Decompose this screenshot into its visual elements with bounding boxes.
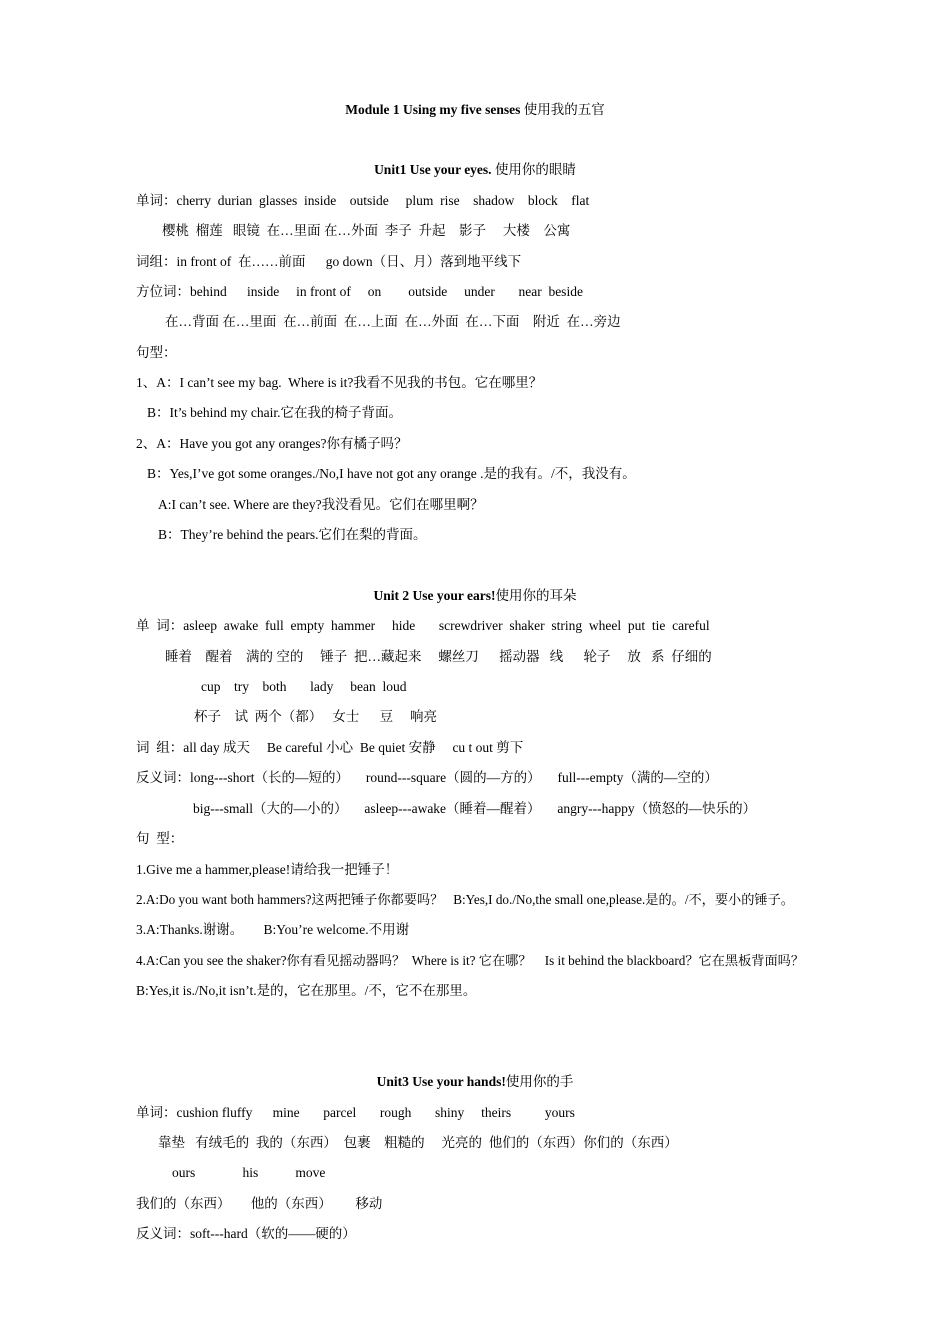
unit3-vocab2-cn: 我们的（东西） 他的（东西） 移动 (136, 1196, 383, 1211)
unit1-sentence-1a: 1、A：I can’t see my bag. Where is it?我看不见我的书包。它在哪里？ (136, 375, 543, 390)
unit3-title-bold: Unit3 Use your hands! (376, 1074, 506, 1089)
unit1-sentence-2a: 2、A：Have you got any oranges?你有橘子吗？ (136, 436, 408, 451)
unit2-antonyms-1: 反义词：long---short（长的—短的） round---square（圆的—方的） full---empty（满的—空的） (136, 770, 718, 785)
unit1-sentence-label: 句型： (136, 345, 177, 360)
unit2-title (0, 587, 950, 605)
unit2-sentence-3: 3.A:Thanks.谢谢。 B:You’re welcome.不用谢 (136, 922, 410, 937)
unit1-sentence-2b: B：Yes,I’ve got some oranges./No,I have not got any orange .是的我有。/不，我没有。 (147, 466, 636, 481)
unit2-vocab2: cup try both lady bean loud (201, 679, 407, 694)
unit1-prepositions: 方位词：behind inside in front of on outside under near beside (136, 284, 583, 299)
unit1-vocab: 单词：cherry durian glasses inside outside plum rise shadow block flat (136, 193, 590, 208)
module-title-bold: Module 1 Using my five senses (345, 102, 521, 117)
unit3-title (0, 1073, 950, 1091)
unit3-title-cn: 使用你的手 (505, 1074, 574, 1089)
module-title (0, 101, 950, 119)
unit2-sentence-2: 2.A:Do you want both hammers?这两把锤子你都要吗？ B:Yes,I do./No,the small one,please.是的。/不，要小的锤子。 (136, 892, 794, 907)
unit1-sentence-2c: A:I can’t see. Where are they?我没看见。它们在哪里啊？ (158, 497, 484, 512)
unit1-vocab-cn: 樱桃 榴莲 眼镜 在…里面 在…外面 李子 升起 影子 大楼 公寓 (162, 223, 571, 238)
unit2-sentence-1: 1.Give me a hammer,please!请给我一把锤子！ (136, 862, 399, 877)
unit1-title-cn: 使用你的眼睛 (491, 162, 576, 177)
unit1-prepositions-cn: 在…背面 在…里面 在…前面 在…上面 在…外面 在…下面 附近 在…旁边 (165, 314, 621, 329)
unit2-sentence-4: 4.A:Can you see the shaker?你有看见摇动器吗？ Where is it? 它在哪？ Is it behind the blackboard？它在黑板背面吗？ (136, 953, 805, 968)
unit2-phrases: 词 组：all day 成天 Be careful 小心 Be quiet 安静 cu t out 剪下 (136, 740, 524, 755)
unit1-phrases: 词组：in front of 在……前面 go down（日、月）落到地平线下 (136, 254, 522, 269)
unit1-sentence-2d: B：They’re behind the pears.它们在梨的背面。 (158, 527, 427, 542)
unit2-antonyms-2: big---small（大的—小的） asleep---awake（睡着—醒着） angry---happy（愤怒的—快乐的） (193, 801, 757, 816)
unit2-vocab2-cn: 杯子 试 两个（都） 女士 豆 响亮 (194, 709, 437, 724)
unit2-title-cn: 使用你的耳朵 (495, 588, 577, 603)
unit1-title-bold: Unit1 Use your eyes. (374, 162, 492, 177)
unit1-title (0, 161, 950, 179)
module-title-cn: 使用我的五官 (520, 102, 605, 117)
unit2-sentence-label: 句 型： (136, 831, 184, 846)
unit2-vocab: 单 词：asleep awake full empty hammer hide screwdriver shaker string wheel put tie careful (136, 618, 710, 633)
unit2-title-bold: Unit 2 Use your ears! (373, 588, 496, 603)
unit1-sentence-1b: B：It’s behind my chair.它在我的椅子背面。 (147, 405, 402, 420)
unit3-vocab-cn: 靠垫 有绒毛的 我的（东西） 包裹 粗糙的 光亮的 他们的（东西）你们的（东西） (158, 1135, 678, 1150)
unit3-antonyms: 反义词：soft---hard（软的——硬的） (136, 1226, 356, 1241)
unit2-sentence-5: B:Yes,it is./No,it isn’t.是的，它在那里。/不，它不在那里。 (136, 983, 477, 998)
unit3-vocab: 单词：cushion fluffy mine parcel rough shiny theirs yours (136, 1105, 575, 1120)
unit2-vocab-cn: 睡着 醒着 满的 空的 锤子 把…藏起来 螺丝刀 摇动器 线 轮子 放 系 仔细的 (165, 649, 712, 664)
unit3-vocab2: ours his move (172, 1165, 326, 1180)
